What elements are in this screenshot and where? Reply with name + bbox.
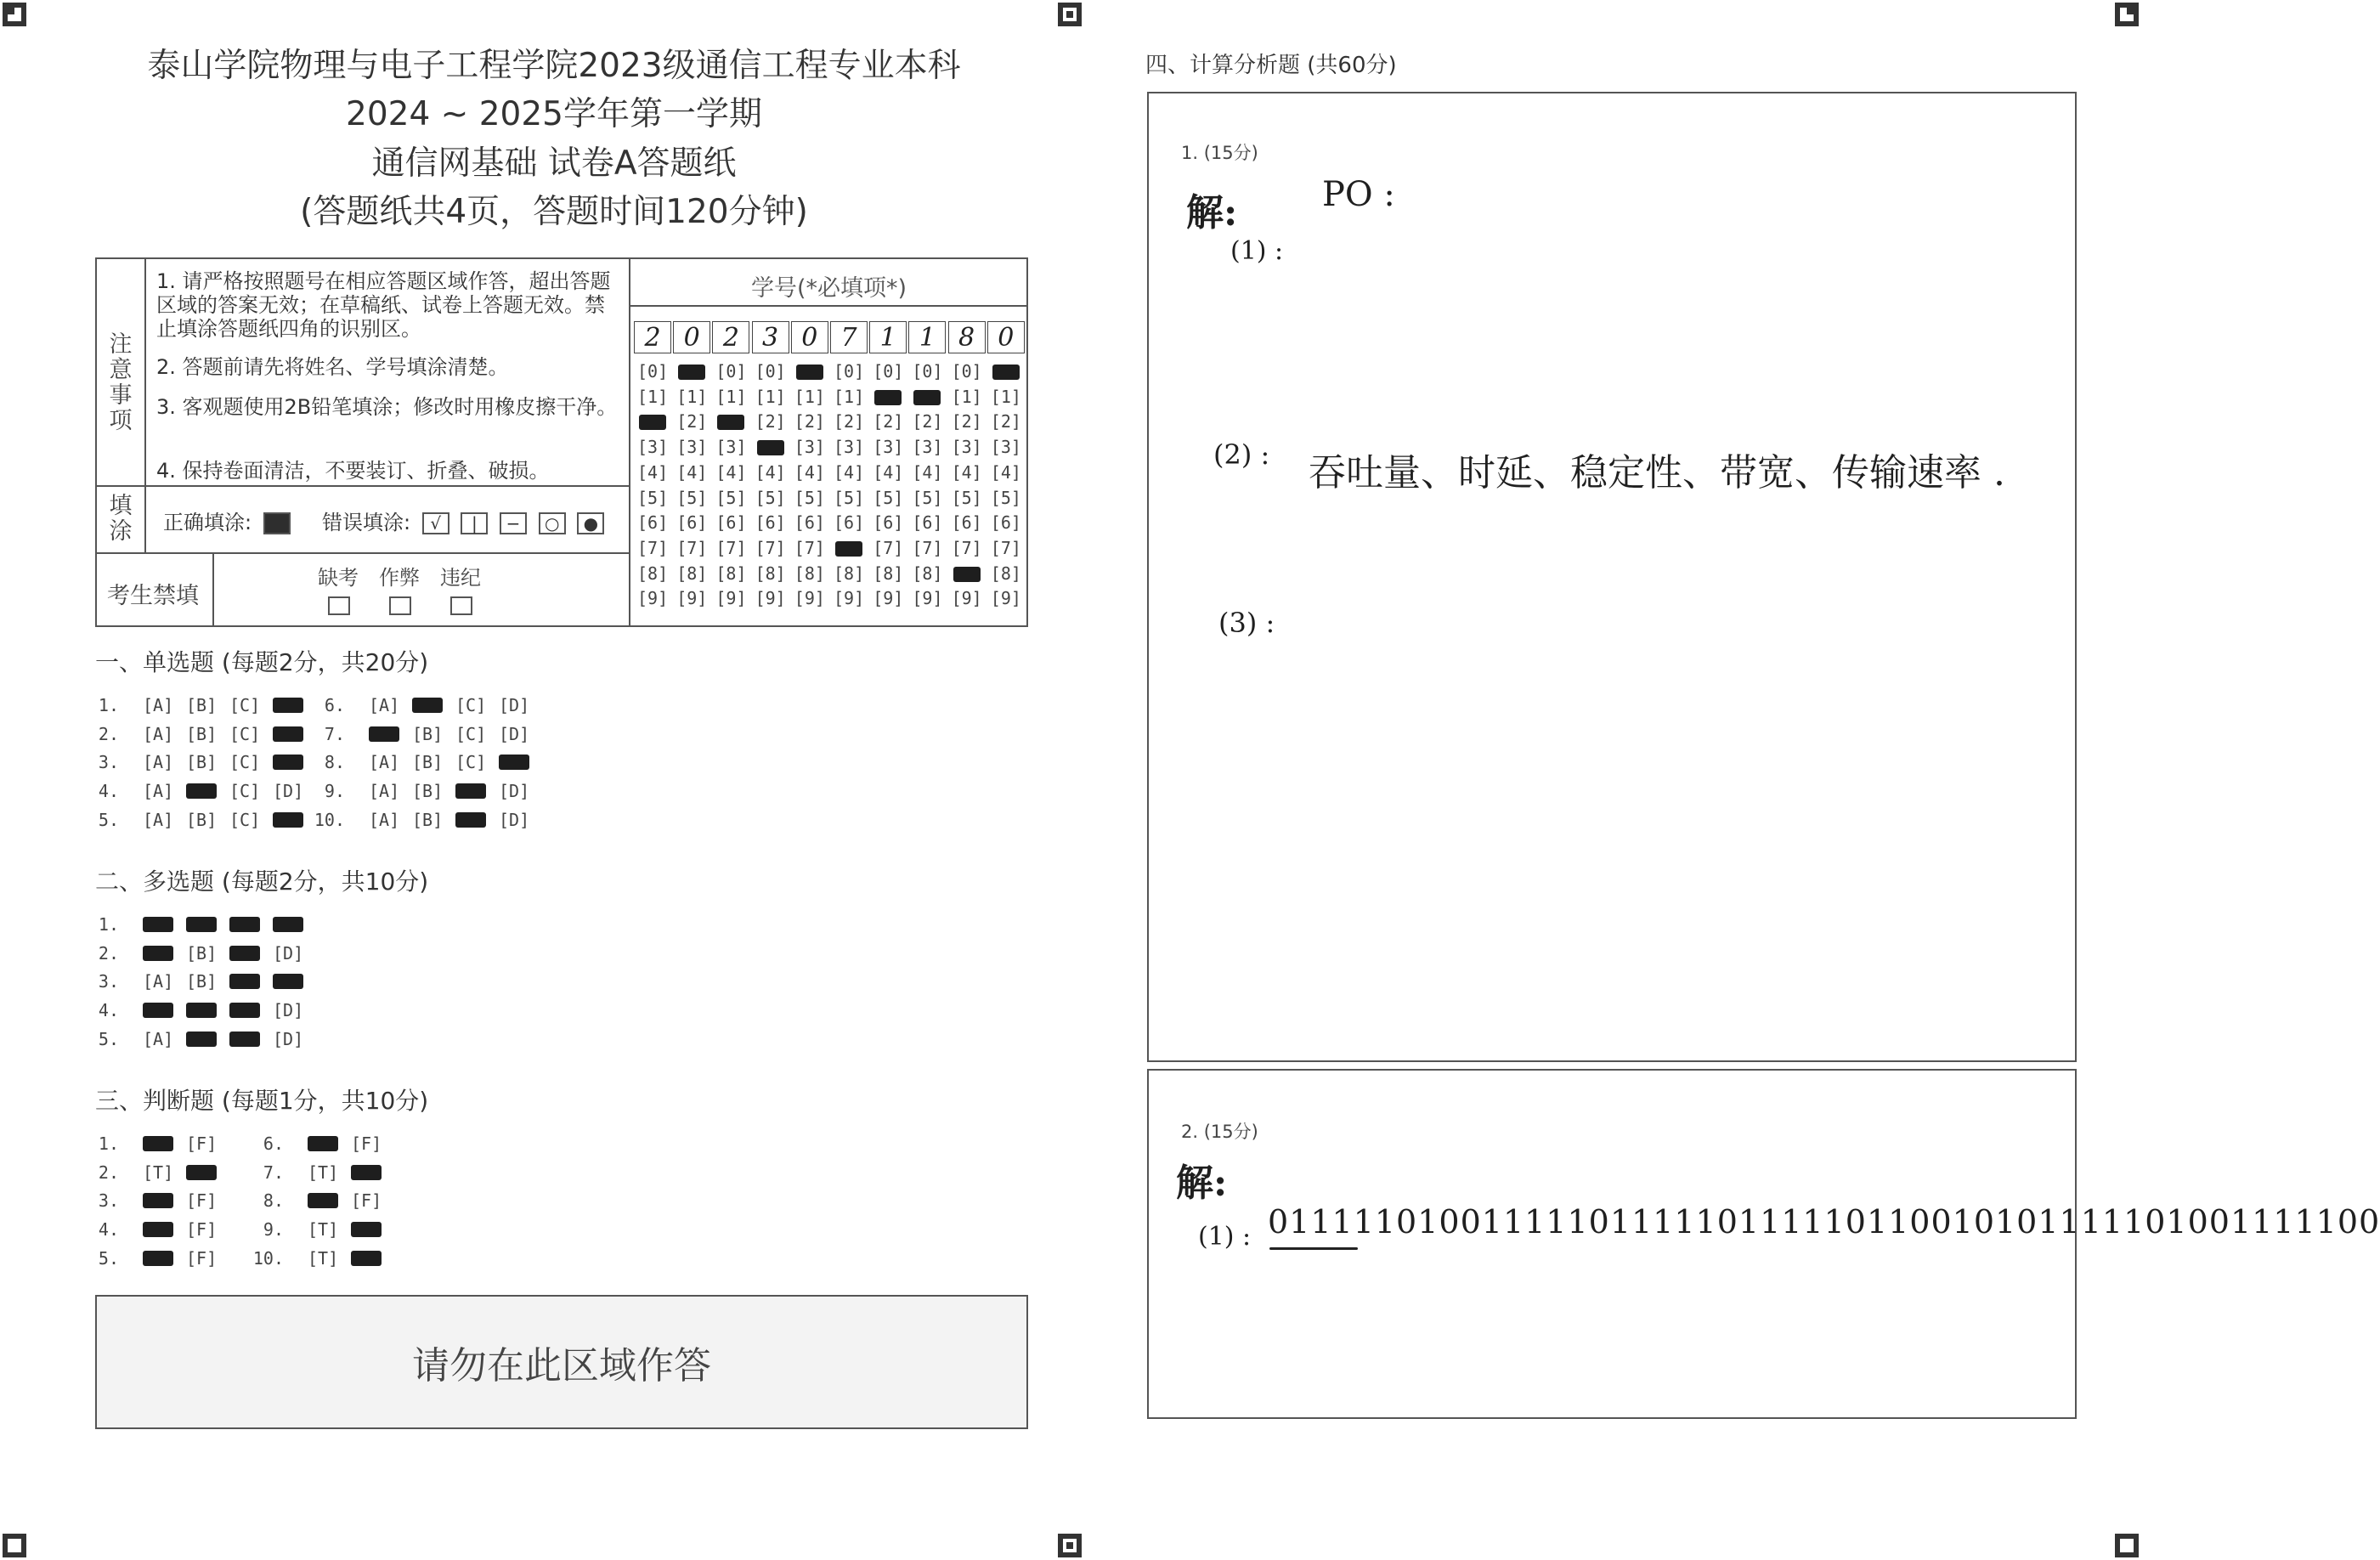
single-choice-option[interactable]: [A] [369, 752, 400, 773]
true-false-option[interactable]: [T] [308, 1219, 339, 1241]
wrong-fill-circle: ○ [539, 512, 566, 534]
single-choice-option[interactable]: [C] [229, 809, 261, 830]
student-id-bubble[interactable]: [2] [676, 411, 708, 432]
student-id-bubble[interactable]: [8] [715, 562, 747, 584]
student-id-bubble[interactable]: [4] [834, 461, 865, 483]
true-false-number: 9. [263, 1219, 284, 1241]
student-id-bubble[interactable]: [2] [794, 411, 825, 432]
notice-item-4: 4. 保持卷面清洁，不要装订、折叠、破损。 [156, 459, 550, 483]
student-id-bubble[interactable]: [1] [834, 386, 865, 407]
notice-item-2: 2. 答题前请先将姓名、学号填涂清楚。 [156, 355, 509, 379]
multi-choice-option[interactable] [143, 914, 173, 935]
student-id-digit-cell[interactable]: 0 [673, 321, 710, 353]
student-id-bubble[interactable]: [5] [912, 487, 943, 508]
single-choice-number: 6. [324, 695, 345, 715]
multi-choice-option[interactable] [273, 914, 303, 935]
single-choice-option[interactable]: [A] [143, 723, 174, 744]
student-id-bubble[interactable] [834, 538, 864, 558]
true-false-option[interactable] [143, 1133, 173, 1154]
wrong-fill-dot: ● [577, 512, 604, 534]
single-choice-option[interactable]: [D] [499, 809, 530, 830]
forbid-label: 考生禁填 [107, 583, 199, 609]
single-choice-option[interactable]: [B] [186, 695, 218, 715]
student-id-digit-cell[interactable]: 1 [869, 321, 907, 353]
multi-choice-option[interactable] [186, 1029, 217, 1049]
forbid-violation-label: 违纪 [440, 566, 481, 590]
true-false-option[interactable]: [F] [351, 1133, 382, 1154]
true-false-option[interactable]: [T] [308, 1162, 339, 1183]
student-id-bubble[interactable] [794, 361, 825, 382]
true-false-number: 7. [263, 1162, 284, 1183]
student-id-bubble[interactable]: [9] [715, 588, 747, 609]
student-id-bubble[interactable]: [8] [873, 562, 904, 584]
student-id-bubble[interactable]: [7] [951, 537, 982, 558]
student-id-digit-cell[interactable]: 2 [712, 321, 749, 353]
true-false-option[interactable]: [F] [186, 1219, 218, 1241]
single-choice-option[interactable]: [A] [369, 781, 400, 802]
student-id-bubble[interactable]: [8] [794, 562, 825, 584]
student-id-bubble[interactable]: [3] [873, 437, 904, 458]
single-choice-option[interactable] [273, 810, 303, 830]
multi-choice-option[interactable]: [B] [186, 971, 218, 992]
single-choice-option[interactable]: [B] [412, 752, 444, 773]
single-choice-option[interactable]: [C] [229, 723, 261, 744]
true-false-number: 10. [252, 1247, 284, 1269]
registration-mark-bottom-left [2, 1533, 27, 1558]
student-id-bubble[interactable]: [6] [990, 512, 1021, 534]
multi-choice-option[interactable]: [D] [273, 942, 304, 964]
student-id-bubble[interactable]: [1] [951, 386, 982, 407]
student-id-bubble[interactable]: [3] [912, 437, 943, 458]
student-id-bubble[interactable]: [7] [715, 537, 747, 558]
student-id-bubble[interactable]: [2] [951, 411, 982, 432]
true-false-option[interactable]: [T] [143, 1162, 174, 1183]
multi-choice-option[interactable] [229, 1000, 260, 1020]
single-choice-option[interactable]: [C] [229, 752, 261, 773]
section3-title: 三、判断题 (每题1分，共10分) [95, 1087, 429, 1115]
single-choice-option[interactable]: [C] [229, 695, 261, 715]
student-id-bubble[interactable]: [2] [873, 411, 904, 432]
student-id-title: 学号(*必填项*) [751, 275, 907, 302]
section1-title: 一、单选题 (每题2分，共20分) [95, 648, 429, 676]
student-id-digit-cell[interactable]: 8 [948, 321, 986, 353]
true-false-number: 5. [98, 1247, 119, 1269]
student-id-bubble[interactable]: [6] [873, 512, 904, 534]
student-id-bubble[interactable]: [5] [873, 487, 904, 508]
student-id-bubble[interactable]: [5] [834, 487, 865, 508]
student-id-bubble[interactable]: [6] [951, 512, 982, 534]
true-false-number: 6. [263, 1133, 284, 1154]
single-choice-option[interactable]: [A] [143, 752, 174, 773]
single-choice-option[interactable]: [B] [412, 781, 444, 802]
student-id-bubble[interactable]: [9] [990, 588, 1021, 609]
true-false-option[interactable] [186, 1162, 217, 1183]
header-instructions: (答题纸共4页，答题时间120分钟) [300, 193, 808, 231]
true-false-option[interactable] [351, 1162, 382, 1183]
student-id-bubble[interactable]: [8] [676, 562, 708, 584]
single-choice-option[interactable]: [B] [412, 723, 444, 744]
single-choice-option[interactable]: [D] [499, 781, 530, 802]
single-choice-option[interactable]: [A] [143, 781, 174, 802]
single-choice-number: 4. [98, 781, 119, 802]
registration-mark-top-center [1057, 2, 1083, 27]
true-false-option[interactable] [143, 1219, 173, 1240]
wrong-fill-check: √ [422, 512, 449, 534]
student-id-bubble[interactable]: [7] [637, 537, 669, 558]
single-choice-option[interactable] [273, 752, 303, 772]
student-id-bubble[interactable] [912, 387, 942, 407]
student-id-bubble[interactable]: [7] [873, 537, 904, 558]
student-id-bubble[interactable]: [4] [873, 461, 904, 483]
single-choice-option[interactable]: [B] [186, 752, 218, 773]
student-id-bubble[interactable]: [6] [637, 512, 669, 534]
student-id-bubble[interactable]: [1] [755, 386, 786, 407]
multi-choice-option[interactable]: [A] [143, 971, 174, 992]
student-id-bubble[interactable]: [4] [990, 461, 1021, 483]
notice-item-3: 3. 客观题使用2B铅笔填涂；修改时用橡皮擦干净。 [156, 395, 618, 419]
single-choice-option[interactable] [499, 752, 529, 772]
answer-box-q1[interactable] [1147, 92, 2077, 1062]
fill-label: 填涂 [109, 493, 133, 545]
true-false-number: 1. [98, 1133, 119, 1154]
single-choice-number: 9. [324, 781, 345, 802]
student-id-bubble[interactable] [715, 411, 746, 432]
registration-mark-top-left [2, 2, 27, 27]
single-choice-option[interactable]: [A] [143, 809, 174, 830]
student-id-bubble[interactable] [991, 361, 1021, 382]
student-id-bubble[interactable] [755, 437, 786, 457]
student-id-bubble[interactable]: [4] [755, 461, 786, 483]
student-id-bubble[interactable]: [8] [637, 562, 669, 584]
student-id-bubble[interactable]: [3] [951, 437, 982, 458]
student-id-bubble[interactable]: [7] [990, 537, 1021, 558]
header-course: 通信网基础 试卷A答题纸 [371, 144, 737, 183]
student-id-bubble[interactable]: [9] [676, 588, 708, 609]
student-id-bubble[interactable]: [3] [637, 437, 669, 458]
student-id-bubble[interactable]: [7] [912, 537, 943, 558]
single-choice-number: 8. [324, 752, 345, 773]
student-id-bubble[interactable]: [7] [794, 537, 825, 558]
forbid-cheat-box[interactable] [389, 596, 411, 615]
student-id-digit-cell[interactable]: 0 [987, 321, 1025, 353]
multi-choice-option[interactable] [186, 1000, 217, 1020]
single-choice-number: 2. [98, 723, 119, 744]
student-id-bubble[interactable]: [9] [794, 588, 825, 609]
student-id-bubble[interactable]: [9] [637, 588, 669, 609]
true-false-option[interactable]: [T] [308, 1247, 339, 1269]
student-id-bubble[interactable]: [3] [676, 437, 708, 458]
student-id-bubble[interactable]: [0] [715, 361, 747, 382]
multi-choice-option[interactable] [229, 914, 260, 935]
single-choice-number: 5. [98, 809, 119, 830]
student-id-digit-cell[interactable]: 7 [830, 321, 868, 353]
q2-part1: (1) : [1198, 1222, 1252, 1252]
q1-part1: (1) : [1230, 236, 1284, 266]
wrong-fill-label: 错误填涂: [322, 511, 411, 534]
student-id-bubble[interactable]: [9] [873, 588, 904, 609]
student-id-bubble[interactable]: [6] [676, 512, 708, 534]
single-choice-option[interactable]: [D] [499, 723, 530, 744]
q1-part2: (2) : [1213, 438, 1270, 471]
multi-choice-number: 3. [98, 971, 119, 992]
single-choice-option[interactable]: [C] [229, 781, 261, 802]
section4-title: 四、计算分析题 (共60分) [1145, 53, 1397, 78]
single-choice-option[interactable] [412, 695, 443, 715]
student-id-bubble[interactable] [952, 563, 982, 584]
single-choice-option[interactable]: [B] [186, 723, 218, 744]
student-id-bubble[interactable]: [9] [912, 588, 943, 609]
no-answer-zone: 请勿在此区域作答 [95, 1295, 1028, 1429]
student-id-bubble[interactable]: [1] [715, 386, 747, 407]
student-id-bubble[interactable]: [3] [990, 437, 1021, 458]
student-id-bubble[interactable]: [4] [794, 461, 825, 483]
true-false-option[interactable] [351, 1248, 382, 1269]
single-choice-option[interactable] [186, 781, 217, 801]
student-id-bubble[interactable]: [2] [834, 411, 865, 432]
q1-part2-answer: 吞吐量、时延、稳定性、带宽、传输速率 . [1309, 451, 2005, 495]
student-id-bubble[interactable]: [8] [755, 562, 786, 584]
student-id-bubble[interactable]: [2] [990, 411, 1021, 432]
header-school: 泰山学院物理与电子工程学院2023级通信工程专业本科 [147, 47, 961, 85]
q2-label: 2. (15分) [1181, 1122, 1258, 1142]
q1-jie: 解: [1186, 191, 1238, 235]
q1-label: 1. (15分) [1181, 143, 1258, 163]
single-choice-option[interactable]: [D] [499, 695, 530, 715]
q2-part1-answer: 0111110100111110111110111110110010101111101001111100 [1268, 1203, 2380, 1241]
forbid-absent-label: 缺考 [318, 566, 359, 590]
true-false-option[interactable]: [F] [186, 1190, 218, 1212]
multi-choice-option[interactable]: [D] [273, 1028, 304, 1049]
true-false-number: 3. [98, 1190, 119, 1212]
student-id-bubble[interactable]: [6] [912, 512, 943, 534]
single-choice-option[interactable]: [A] [143, 695, 174, 715]
single-choice-option[interactable] [273, 724, 303, 744]
student-id-bubble[interactable]: [5] [755, 487, 786, 508]
single-choice-option[interactable]: [C] [455, 695, 487, 715]
student-id-bubble[interactable]: [7] [676, 537, 708, 558]
true-false-option[interactable] [308, 1190, 338, 1211]
student-id-bubble[interactable]: [5] [637, 487, 669, 508]
q2-jie: 解: [1176, 1162, 1228, 1205]
student-id-bubble[interactable] [676, 361, 707, 382]
wrong-fill-dash: − [500, 512, 527, 534]
true-false-option[interactable] [143, 1190, 173, 1211]
student-id-bubble[interactable]: [4] [912, 461, 943, 483]
single-choice-number: 7. [324, 723, 345, 744]
student-id-bubble[interactable]: [1] [794, 386, 825, 407]
true-false-number: 4. [98, 1219, 119, 1241]
student-id-bubble[interactable]: [0] [637, 361, 669, 382]
single-choice-option[interactable] [369, 724, 399, 744]
student-id-bubble[interactable]: [5] [990, 487, 1021, 508]
student-id-digit-cell[interactable]: 0 [791, 321, 828, 353]
student-id-bubble[interactable]: [0] [834, 361, 865, 382]
notice-item-1: 1. 请严格按照题号在相应答题区域作答，超出答题区域的答案无效；在草稿纸、试卷上答题无效。禁止填涂答题纸四角的识别区。 [156, 269, 611, 341]
multi-choice-option[interactable] [186, 914, 217, 935]
single-choice-option[interactable]: [C] [455, 723, 487, 744]
student-id-bubble[interactable]: [4] [715, 461, 747, 483]
registration-mark-bottom-right [2114, 1533, 2140, 1558]
true-false-option[interactable]: [F] [351, 1190, 382, 1212]
section2-title: 二、多选题 (每题2分，共10分) [95, 868, 429, 896]
forbid-violation-box[interactable] [450, 596, 472, 615]
student-id-bubble[interactable]: [6] [794, 512, 825, 534]
fill-instructions [163, 506, 604, 535]
student-id-bubble[interactable]: [5] [676, 487, 708, 508]
student-id-bubble[interactable]: [0] [755, 361, 786, 382]
student-id-bubble[interactable]: [3] [834, 437, 865, 458]
multi-choice-option[interactable] [143, 1000, 173, 1020]
student-id-bubble[interactable]: [4] [951, 461, 982, 483]
student-id-bubble[interactable] [873, 387, 903, 407]
student-id-bubble[interactable]: [1] [676, 386, 708, 407]
multi-choice-option[interactable] [143, 943, 173, 964]
single-choice-option[interactable] [455, 781, 486, 801]
student-id-bubble[interactable]: [4] [676, 461, 708, 483]
header-term: 2024 ~ 2025学年第一学期 [346, 95, 762, 133]
single-choice-number: 3. [98, 752, 119, 773]
single-choice-option[interactable]: [B] [186, 809, 218, 830]
student-id-digit-cell[interactable]: 3 [752, 321, 789, 353]
multi-choice-option[interactable]: [A] [143, 1028, 174, 1049]
registration-mark-top-right [2114, 2, 2140, 27]
student-id-bubble[interactable]: [4] [637, 461, 669, 483]
multi-choice-option[interactable]: [B] [186, 942, 218, 964]
registration-mark-bottom-center [1057, 1533, 1083, 1558]
q1-po: PO : [1322, 175, 1395, 214]
student-id-bubble[interactable]: [6] [715, 512, 747, 534]
student-id-bubble[interactable]: [2] [912, 411, 943, 432]
student-id-digit-cell[interactable]: 2 [634, 321, 671, 353]
student-id-bubble[interactable]: [9] [834, 588, 865, 609]
student-id-bubble[interactable]: [5] [951, 487, 982, 508]
notice-label: 注意事项 [109, 331, 133, 434]
student-id-bubble[interactable]: [9] [951, 588, 982, 609]
student-id-bubble[interactable]: [6] [755, 512, 786, 534]
student-id-bubble[interactable]: [3] [794, 437, 825, 458]
multi-choice-option[interactable]: [D] [273, 1000, 304, 1021]
correct-fill-label: 正确填涂: [163, 511, 252, 534]
true-false-option[interactable]: [F] [186, 1133, 218, 1154]
multi-choice-option[interactable] [229, 971, 260, 992]
student-id-bubble[interactable]: [6] [834, 512, 865, 534]
student-id-bubble[interactable]: [0] [873, 361, 904, 382]
student-id-bubble[interactable]: [1] [990, 386, 1021, 407]
student-id-bubble[interactable]: [8] [990, 562, 1021, 584]
single-choice-option[interactable]: [D] [273, 781, 304, 802]
true-false-option[interactable]: [F] [186, 1247, 218, 1269]
single-choice-option[interactable]: [C] [455, 752, 487, 773]
student-id-bubble[interactable]: [3] [715, 437, 747, 458]
answer-box-q2[interactable] [1147, 1069, 2380, 1419]
single-choice-option[interactable]: [A] [369, 809, 400, 830]
single-choice-option[interactable] [273, 695, 303, 715]
multi-choice-number: 4. [98, 1000, 119, 1021]
student-id-bubble[interactable]: [1] [637, 386, 669, 407]
forbid-cheat-label: 作弊 [379, 566, 420, 590]
student-id-bubble[interactable] [637, 411, 668, 432]
single-choice-number: 10. [314, 809, 345, 830]
student-id-bubble[interactable]: [8] [912, 562, 943, 584]
multi-choice-number: 1. [98, 914, 119, 935]
true-false-option[interactable] [351, 1219, 382, 1240]
single-choice-option[interactable]: [A] [369, 695, 400, 715]
multi-choice-option[interactable] [229, 943, 260, 964]
correct-fill-sample [263, 512, 291, 534]
true-false-option[interactable] [143, 1248, 173, 1269]
multi-choice-option[interactable] [273, 971, 303, 992]
single-choice-option[interactable] [455, 810, 486, 830]
student-id-bubble[interactable]: [7] [755, 537, 786, 558]
student-id-bubble[interactable]: [0] [912, 361, 943, 382]
true-false-option[interactable] [308, 1133, 338, 1154]
multi-choice-number: 2. [98, 942, 119, 964]
forbid-absent-box[interactable] [328, 596, 350, 615]
wrong-fill-bar: | [461, 512, 488, 534]
q2-underline [1269, 1247, 1358, 1250]
student-id-bubble[interactable]: [8] [834, 562, 865, 584]
single-choice-option[interactable]: [B] [412, 809, 444, 830]
student-id-digit-cell[interactable]: 1 [908, 321, 946, 353]
single-choice-number: 1. [98, 695, 119, 715]
true-false-number: 8. [263, 1190, 284, 1212]
student-id-bubble[interactable]: [5] [715, 487, 747, 508]
multi-choice-number: 5. [98, 1028, 119, 1049]
multi-choice-option[interactable] [229, 1029, 260, 1049]
student-id-bubble[interactable]: [0] [951, 361, 982, 382]
student-id-bubble[interactable]: [5] [794, 487, 825, 508]
true-false-number: 2. [98, 1162, 119, 1183]
q1-part3: (3) : [1218, 607, 1275, 639]
student-id-bubble[interactable]: [2] [755, 411, 786, 432]
student-id-bubble[interactable]: [9] [755, 588, 786, 609]
